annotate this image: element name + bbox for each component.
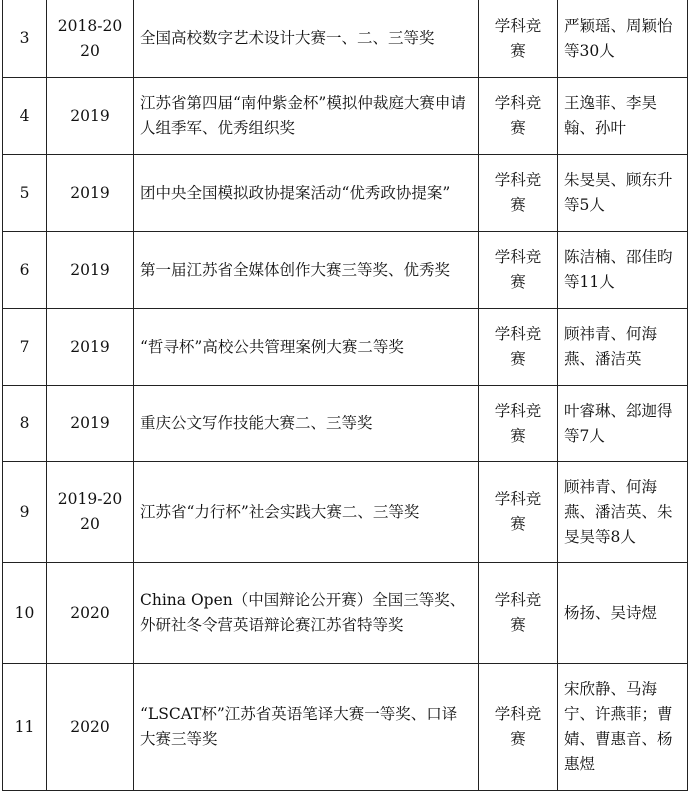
row-number: 7 <box>3 309 47 386</box>
year-cell: 2020 <box>47 563 134 664</box>
table-row <box>3 462 688 563</box>
award-name-cell: 团中央全国模拟政协提案活动“优秀政协提案” <box>134 155 479 232</box>
category-cell: 学科竞 赛 <box>479 386 558 462</box>
row-number: 3 <box>3 0 47 78</box>
winners-cell: 顾祎青、何海燕、潘洁英 <box>558 309 688 386</box>
table-row <box>3 0 688 78</box>
winners-cell: 严颖瑶、周颖怡等30人 <box>558 0 688 78</box>
category-cell: 学科竞 赛 <box>479 155 558 232</box>
category-cell: 学科竞 赛 <box>479 664 558 791</box>
winners-cell: 杨扬、吴诗煜 <box>558 563 688 664</box>
year-cell: 2019 <box>47 78 134 155</box>
year-cell: 2019 <box>47 155 134 232</box>
category-cell: 学科竞 赛 <box>479 232 558 309</box>
awards-table <box>2 0 688 791</box>
year-cell: 2018-20 20 <box>47 0 134 78</box>
category-cell: 学科竞 赛 <box>479 563 558 664</box>
year-cell: 2019 <box>47 386 134 462</box>
winners-cell: 叶睿琳、郐迦得等7人 <box>558 386 688 462</box>
award-name-cell: 江苏省“力行杯”社会实践大赛二、三等奖 <box>134 462 479 563</box>
winners-cell: 王逸菲、李昊翰、孙叶 <box>558 78 688 155</box>
table-row <box>3 155 688 232</box>
award-name-cell: “哲寻杯”高校公共管理案例大赛二等奖 <box>134 309 479 386</box>
row-number: 5 <box>3 155 47 232</box>
row-number: 4 <box>3 78 47 155</box>
table-row <box>3 78 688 155</box>
winners-cell: 顾祎青、何海燕、潘洁英、朱旻昊等8人 <box>558 462 688 563</box>
award-name-cell: 江苏省第四届“南仲紫金杯”模拟仲裁庭大赛申请人组季军、优秀组织奖 <box>134 78 479 155</box>
year-cell: 2020 <box>47 664 134 791</box>
award-name-cell: 全国高校数字艺术设计大赛一、二、三等奖 <box>134 0 479 78</box>
category-cell: 学科竞 赛 <box>479 78 558 155</box>
row-number: 6 <box>3 232 47 309</box>
table-row <box>3 232 688 309</box>
year-cell: 2019-20 20 <box>47 462 134 563</box>
row-number: 9 <box>3 462 47 563</box>
award-name-cell: China Open（中国辩论公开赛）全国三等奖、外研社冬令营英语辩论赛江苏省特等奖 <box>134 563 479 664</box>
award-name-cell: 重庆公文写作技能大赛二、三等奖 <box>134 386 479 462</box>
row-number: 11 <box>3 664 47 791</box>
table-row <box>3 563 688 664</box>
row-number: 8 <box>3 386 47 462</box>
award-name-cell: 第一届江苏省全媒体创作大赛三等奖、优秀奖 <box>134 232 479 309</box>
award-name-cell: “LSCAT杯”江苏省英语笔译大赛一等奖、口译大赛三等奖 <box>134 664 479 791</box>
year-cell: 2019 <box>47 309 134 386</box>
category-cell: 学科竞 赛 <box>479 462 558 563</box>
row-number: 10 <box>3 563 47 664</box>
table-row <box>3 664 688 791</box>
year-cell: 2019 <box>47 232 134 309</box>
category-cell: 学科竞 赛 <box>479 0 558 78</box>
winners-cell: 陈洁楠、邵佳昀等11人 <box>558 232 688 309</box>
table-row <box>3 309 688 386</box>
table-row <box>3 386 688 462</box>
winners-cell: 朱旻昊、顾东升等5人 <box>558 155 688 232</box>
category-cell: 学科竞 赛 <box>479 309 558 386</box>
winners-cell: 宋欣静、马海宁、许燕菲；曹婧、曹惠音、杨惠煜 <box>558 664 688 791</box>
